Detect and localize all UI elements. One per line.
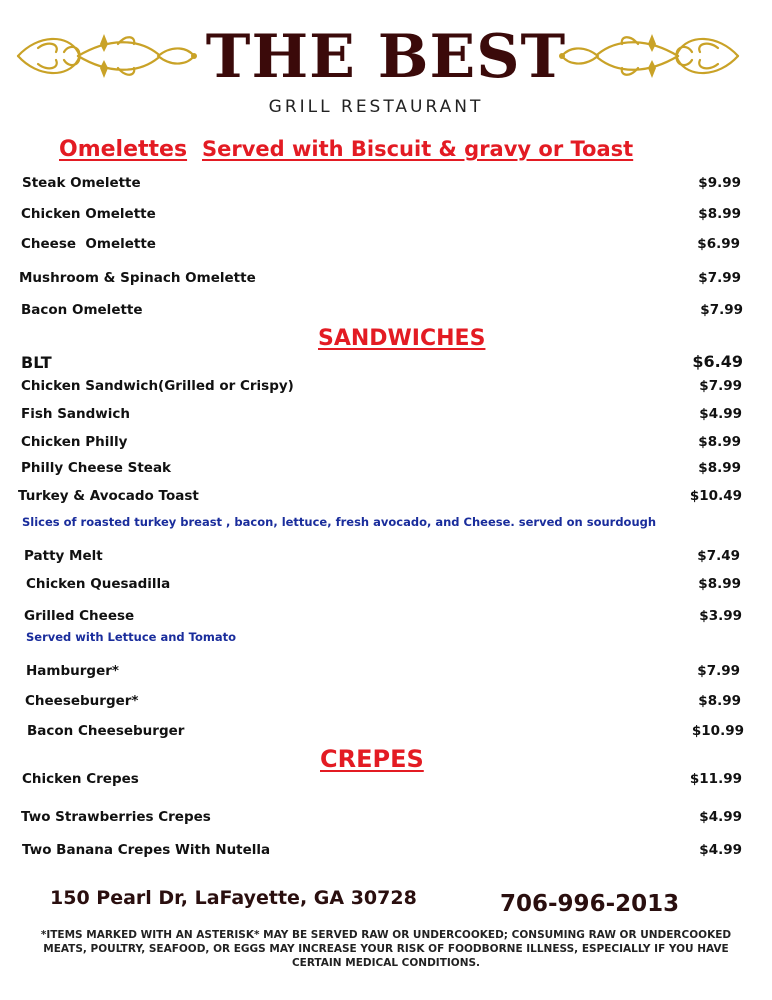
menu-item-price: $9.99: [698, 175, 741, 191]
menu-item-price: $7.99: [698, 270, 741, 286]
menu-item-name: BLT: [21, 353, 52, 372]
omelettes-note: Served with Biscuit & gravy or Toast: [202, 137, 634, 161]
menu-item-name: Bacon Cheeseburger: [27, 723, 185, 739]
menu-item-price: $7.99: [699, 378, 742, 394]
menu-item-name: Fish Sandwich: [21, 406, 131, 422]
menu-item-name: Mushroom & Spinach Omelette: [19, 270, 256, 286]
menu-item-name: Chicken Crepes: [22, 771, 139, 787]
turkey-avocado-description: Slices of roasted turkey breast , bacon, lettuce, fresh avocado, and Cheese. served on sourdough: [22, 515, 657, 529]
menu-item-name: Turkey & Avocado Toast: [18, 488, 199, 504]
menu-item-price: $4.99: [699, 842, 742, 858]
menu-item-name: Chicken Sandwich(Grilled or Crispy): [21, 378, 294, 394]
menu-item-name: Cheese Omelette: [21, 236, 156, 252]
grilled-cheese-description: Served with Lettuce and Tomato: [26, 630, 237, 644]
food-safety-disclaimer: *ITEMS MARKED WITH AN ASTERISK* MAY BE SERVED RAW OR UNDERCOOKED; CONSUMING RAW OR UNDERCOOKED MEATS, POULTRY, SEAFOOD, OR EGGS MAY INCREASE YOUR RISK OF FOODBORNE ILLNESS, ESPECIALLY IF YOU HAVE CERTAIN MEDICAL CONDITIONS.: [40, 929, 732, 969]
menu-item-price: $8.99: [698, 576, 741, 592]
menu-item-name: Chicken Omelette: [21, 206, 156, 222]
menu-item-price: $4.99: [699, 809, 742, 825]
menu-item-price: $7.49: [697, 548, 740, 564]
menu-item-name: Steak Omelette: [22, 175, 141, 191]
menu-item-name: Bacon Omelette: [21, 302, 143, 318]
menu-item-name: Cheeseburger*: [25, 693, 139, 709]
menu-item-name: Chicken Philly: [21, 434, 128, 450]
crepes-heading: CREPES: [320, 745, 424, 773]
menu-item-price: $4.99: [699, 406, 742, 422]
menu-item-price: $10.49: [689, 488, 742, 504]
menu-item-name: Two Banana Crepes With Nutella: [22, 842, 271, 858]
menu-item-price: $7.99: [697, 663, 740, 679]
menu-item-price: $8.99: [698, 693, 741, 709]
menu-item-name: Chicken Quesadilla: [26, 576, 171, 592]
sandwiches-heading: SANDWICHES: [318, 326, 486, 351]
menu-item-price: $8.99: [698, 460, 741, 476]
menu-item-price: $7.99: [700, 302, 743, 318]
menu-item-price: $8.99: [698, 206, 741, 222]
menu-item-price: $3.99: [699, 608, 742, 624]
menu-item-price: $8.99: [698, 434, 741, 450]
menu-item-name: Grilled Cheese: [24, 608, 135, 624]
restaurant-subtitle: GRILL RESTAURANT: [268, 97, 484, 117]
restaurant-title: THE BEST: [205, 22, 567, 92]
menu-item-name: Philly Cheese Steak: [21, 460, 172, 476]
menu-item-price: $6.49: [692, 352, 743, 371]
menu-item-price: $11.99: [689, 771, 742, 787]
restaurant-address: 150 Pearl Dr, LaFayette, GA 30728: [50, 887, 417, 909]
restaurant-phone: 706-996-2013: [500, 891, 680, 917]
menu-item-name: Two Strawberries Crepes: [21, 809, 211, 825]
omelettes-heading: Omelettes: [59, 137, 188, 162]
menu-item-price: $10.99: [691, 723, 744, 739]
menu-item-price: $6.99: [697, 236, 740, 252]
menu-item-name: Patty Melt: [24, 548, 103, 564]
menu-item-name: Hamburger*: [26, 663, 119, 679]
